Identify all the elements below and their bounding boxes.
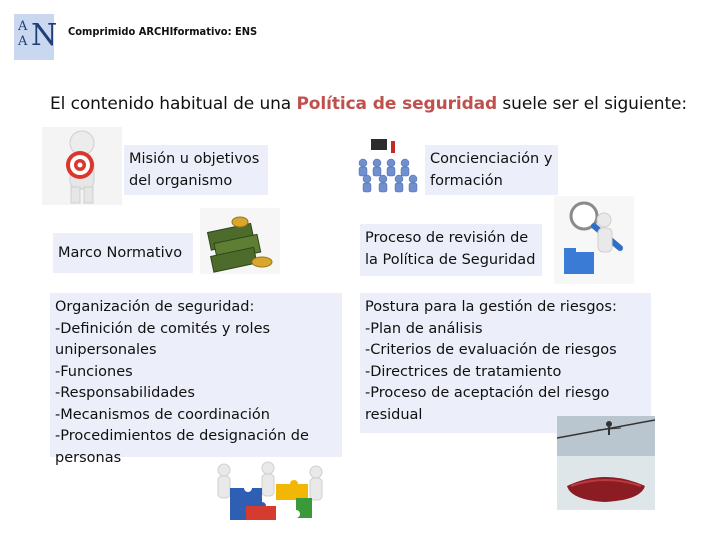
magnifier-folder-icon — [554, 196, 634, 284]
puzzle-team-icon — [206, 458, 342, 522]
audience-presentation-icon — [353, 137, 425, 197]
intro-after: suele ser el siguiente: — [497, 94, 688, 114]
marco-normativo-box: Marco Normativo — [53, 233, 193, 273]
intro-highlight: Política de seguridad — [296, 94, 498, 114]
organizacion-box: Organización de seguridad: -Definición de comités y roles unipersonales -Funciones -Responsabilidades -Mecanismos de coordinación -Procedimientos de designación de personas — [50, 293, 342, 457]
tightrope-walker-icon — [557, 416, 655, 510]
intro-sentence — [50, 94, 687, 114]
concienciacion-box: Concienciación y formación — [425, 145, 558, 195]
revision-box: Proceso de revisión de la Política de Seguridad — [360, 224, 542, 276]
riesgos-box: Postura para la gestión de riesgos: -Plan de análisis -Criterios de evaluación de riesgos -Directrices de tratamiento -Proceso de aceptación del riesgo residual — [360, 293, 651, 433]
mision-box: Misión u objetivos del organismo — [124, 145, 268, 195]
intro-before: El contenido habitual de una — [50, 94, 297, 114]
header-title: Comprimido ARCHIformativo: ENS — [68, 25, 258, 38]
money-banknotes-icon — [200, 208, 280, 274]
target-figure-icon — [42, 127, 122, 205]
logo: A A N — [14, 14, 54, 60]
